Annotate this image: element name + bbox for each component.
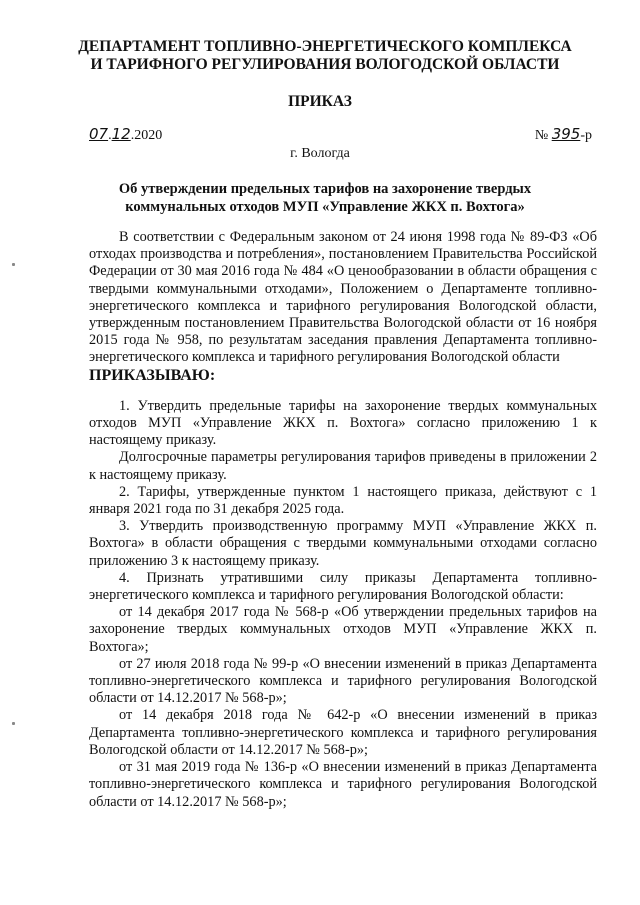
number-value: 395 bbox=[551, 125, 581, 143]
paragraph-long-term-params: Долгосрочные параметры регулирования тарифов приведены в приложении 2 к настоящему приказу. bbox=[89, 449, 597, 483]
paragraph-item-4: 4. Признать утратившими силу приказы Департамента топливно-энергетического комплекса и тарифного регулирования Вологодской области: bbox=[89, 569, 597, 604]
paragraph-item-1: 1. Утвердить предельные тарифы на захоронение твердых коммунальных отходов МУП «Управление ЖКХ п. Вохтога» согласно приложению 1 к настоящему приказу. bbox=[89, 397, 597, 449]
order-date: 07.12.2020 bbox=[89, 125, 163, 143]
number-suffix: -р bbox=[580, 128, 592, 143]
subject-line-2: коммунальных отходов МУП «Управление ЖКХ п. Вохтога» bbox=[125, 199, 525, 215]
date-year: .2020 bbox=[130, 128, 163, 143]
date-day: 07 bbox=[89, 125, 109, 143]
repealed-order-4: от 31 мая 2019 года № 136-р «О внесении изменений в приказ Департамента топливно-энергетического комплекса и тарифного регулирования Вологодской области от 14.12.2017 № 568-р»; bbox=[89, 759, 597, 810]
paragraph-item-2: 2. Тарифы, утвержденные пунктом 1 настоящего приказа, действуют с 1 января 2021 года по 31 декабря 2025 года. bbox=[89, 483, 597, 518]
department-line-2: И ТАРИФНОГО РЕГУЛИРОВАНИЯ ВОЛОГОДСКОЙ ОБЛАСТИ bbox=[90, 56, 560, 73]
order-body bbox=[89, 229, 597, 811]
department-line-1: ДЕПАРТАМЕНТ ТОПЛИВНО-ЭНЕРГЕТИЧЕСКОГО КОМПЛЕКСА bbox=[78, 38, 572, 55]
order-number bbox=[535, 125, 592, 144]
order-heading: ПРИКАЗЫВАЮ: bbox=[89, 366, 216, 384]
scan-speck bbox=[12, 263, 15, 266]
number-prefix: № bbox=[534, 128, 549, 143]
order-subject bbox=[70, 180, 580, 216]
date-month: 12 bbox=[111, 125, 131, 143]
document-type: ПРИКАЗ bbox=[288, 93, 352, 110]
city: г. Вологда bbox=[290, 146, 350, 161]
paragraph-item-3: 3. Утвердить производственную программу МУП «Управление ЖКХ п. Вохтога» в области обращения с твердыми коммунальными отходами согласно приложению 3 к настоящему приказу. bbox=[89, 518, 597, 569]
department-header bbox=[40, 38, 610, 74]
preamble: В соответствии с Федеральным законом от 24 июня 1998 года № 89-ФЗ «Об отходах производства и потребления», постановлением Правительства Российской Федерации от 30 мая 2016 года № 484 «О ценообразовании в области обращения с твердыми коммунальными отходами», Положением о Департаменте топливно-энергетического комплекса и тарифного регулирования Вологодской области, утвержденным постановлением Правительства Вологодской области от 16 ноября 2015 года № 958, по результатам заседания правления Департамента топливно-энергетического комплекса и тарифного регулирования Вологодской области bbox=[89, 229, 597, 366]
scan-speck bbox=[12, 722, 15, 725]
repealed-order-3: от 14 декабря 2018 года № 642-р «О внесении изменений в приказ Департамента топливно-энергетического комплекса и тарифного регулирования Вологодской области от 14.12.2017 № 568-р»; bbox=[89, 707, 597, 758]
subject-line-1: Об утверждении предельных тарифов на захоронение твердых bbox=[118, 181, 532, 197]
repealed-order-1: от 14 декабря 2017 года № 568-р «Об утверждении предельных тарифов на захоронение твердых коммунальных отходов МУП «Управление ЖКХ п. Вохтога»; bbox=[89, 604, 597, 655]
repealed-order-2: от 27 июля 2018 года № 99-р «О внесении изменений в приказ Департамента топливно-энергетического комплекса и тарифного регулирования Вологодской области от 14.12.2017 № 568-р»; bbox=[89, 655, 597, 707]
